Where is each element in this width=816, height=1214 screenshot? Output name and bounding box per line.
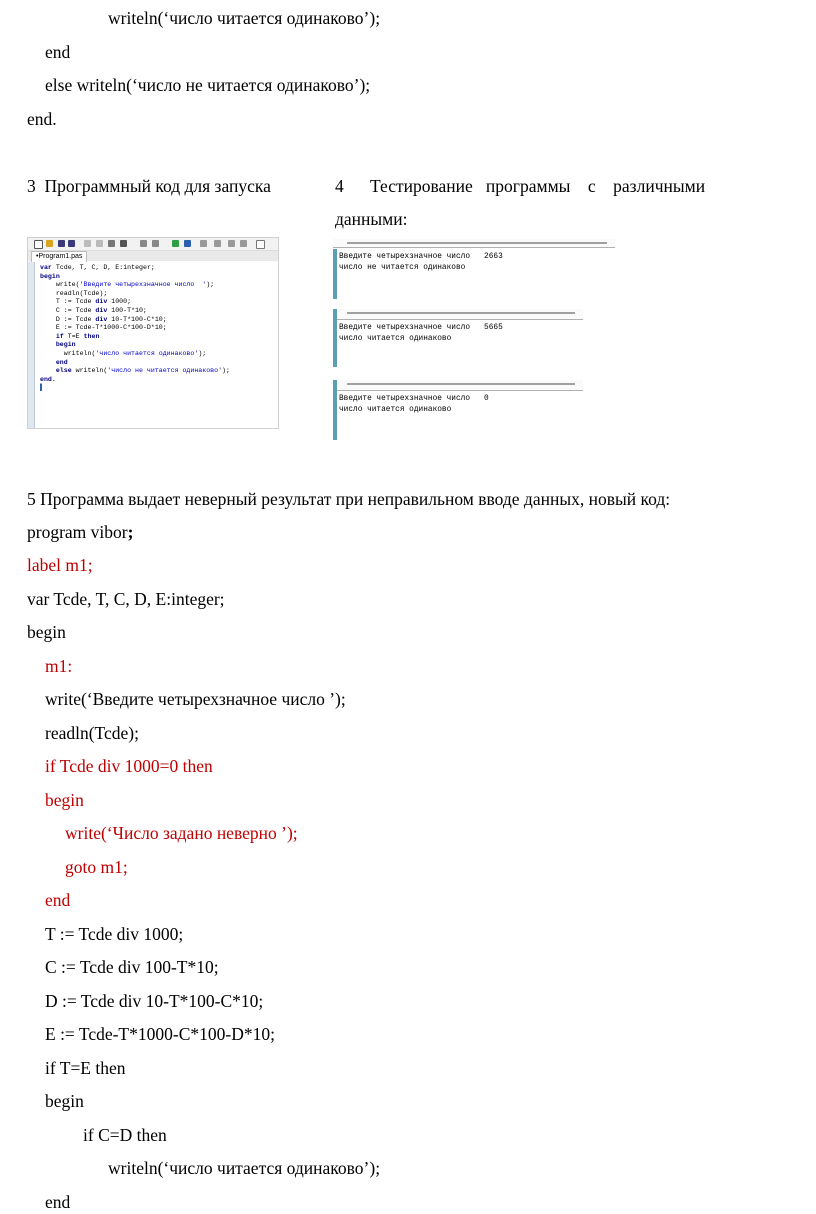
ide-code-line: else writeln('число не читается одинаково'); <box>55 367 230 375</box>
tab-program1[interactable]: •Program1.pas <box>31 251 87 262</box>
ide-gutter <box>28 262 35 428</box>
ide-code-line: begin <box>40 272 60 280</box>
step-icon <box>200 240 207 247</box>
ide-code-line: write('Введите четырехзначное число '); <box>55 281 215 289</box>
ide-code-line: readln(Tcde); <box>55 289 108 297</box>
console-prompt: Введите четырехзначное число 2663 <box>339 253 503 261</box>
print-icon <box>120 240 127 247</box>
console-result: число не читается одинаково <box>339 264 466 272</box>
program-semicolon: ; <box>127 522 134 542</box>
code-line: end <box>45 1192 71 1212</box>
program-name: program vibor <box>27 522 128 542</box>
save-icon <box>58 240 65 247</box>
ide-code-line: end. <box>40 375 56 383</box>
ide-tab-row <box>28 251 278 261</box>
ide-code-line: if T=E then <box>55 332 100 340</box>
debug-icon <box>184 240 191 247</box>
run-icon <box>172 240 179 247</box>
step-into-icon <box>214 240 221 247</box>
console-result: число читается одинаково <box>339 335 452 343</box>
ide-code-line: end <box>55 358 68 366</box>
redo-icon <box>152 240 159 247</box>
section-5-title: 5 Программа выдает неверный результат при неправильном вводе данных, новый код: <box>27 489 671 509</box>
section-4-title-cont: данными: <box>335 209 408 229</box>
ide-code-line: E := Tcde-T*1000-C*100-D*10; <box>55 324 167 332</box>
ide-code-line: writeln('число читается одинаково'); <box>63 349 207 357</box>
console-output-1 <box>333 239 615 299</box>
code-line: end. <box>27 109 57 129</box>
code-line: if T=E then <box>45 1058 126 1078</box>
console-output-2 <box>333 309 583 367</box>
console-prompt: Введите четырехзначное число 0 <box>339 395 489 403</box>
code-line: E := Tcde-T*1000-C*100-D*10; <box>45 1024 275 1044</box>
ide-screenshot <box>27 237 279 429</box>
code-line: goto m1; <box>65 857 128 877</box>
code-line: if Tcde div 1000=0 then <box>45 756 213 776</box>
open-folder-icon <box>46 240 53 247</box>
ide-code-line: D := Tcde div 10-T*100-C*10; <box>55 315 167 323</box>
console-text <box>339 323 503 345</box>
code-line: write(‘Введите четырехзначное число ’); <box>45 689 346 709</box>
code-line: C := Tcde div 100-T*10; <box>45 957 219 977</box>
code-line: begin <box>27 622 66 642</box>
code-line: write(‘Число задано неверно ’); <box>65 823 298 843</box>
console-prompt: Введите четырехзначное число 5665 <box>339 324 503 332</box>
code-line: end <box>45 42 71 62</box>
program-line <box>27 521 133 543</box>
ide-toolbar <box>28 238 278 251</box>
code-line: writeln(‘число читается одинаково’); <box>108 8 381 28</box>
code-line: m1: <box>45 656 73 676</box>
code-line: T := Tcde div 1000; <box>45 924 184 944</box>
save-all-icon <box>68 240 75 247</box>
code-line: writeln(‘число читается одинаково’); <box>108 1158 381 1178</box>
undo-icon <box>140 240 147 247</box>
console-result: число читается одинаково <box>339 406 452 414</box>
new-file-icon <box>34 240 43 249</box>
console-output-3 <box>333 380 583 440</box>
code-line: begin <box>45 790 84 810</box>
copy-icon <box>96 240 103 247</box>
code-line: begin <box>45 1091 84 1111</box>
cut-icon <box>84 240 91 247</box>
code-line: end <box>45 890 71 910</box>
code-line: readln(Tcde); <box>45 723 139 743</box>
ide-code-line: C := Tcde div 100-T*10; <box>55 306 147 314</box>
paste-icon <box>108 240 115 247</box>
step-over-icon <box>228 240 235 247</box>
ide-code[interactable] <box>40 264 230 393</box>
stop-icon <box>240 240 247 247</box>
ide-caret: ▌ <box>40 384 44 392</box>
ide-code-line: begin <box>55 341 76 349</box>
format-icon <box>256 240 265 249</box>
code-line: D := Tcde div 10-T*100-C*10; <box>45 991 264 1011</box>
code-line: if C=D then <box>83 1125 167 1145</box>
code-line: else writeln(‘число не читается одинаково’); <box>45 75 371 95</box>
code-line: var Tcde, T, C, D, E:integer; <box>27 589 225 609</box>
section-3-title: 3 Программный код для запуска <box>27 176 271 196</box>
section-4-title: 4 Тестирование программы с различными <box>335 176 706 196</box>
console-text <box>339 394 489 416</box>
console-text <box>339 252 503 274</box>
ide-code-line: var Tcde, T, C, D, E:integer; <box>40 264 155 271</box>
ide-code-line: T := Tcde div 1000; <box>55 298 132 306</box>
code-line: label m1; <box>27 555 93 575</box>
